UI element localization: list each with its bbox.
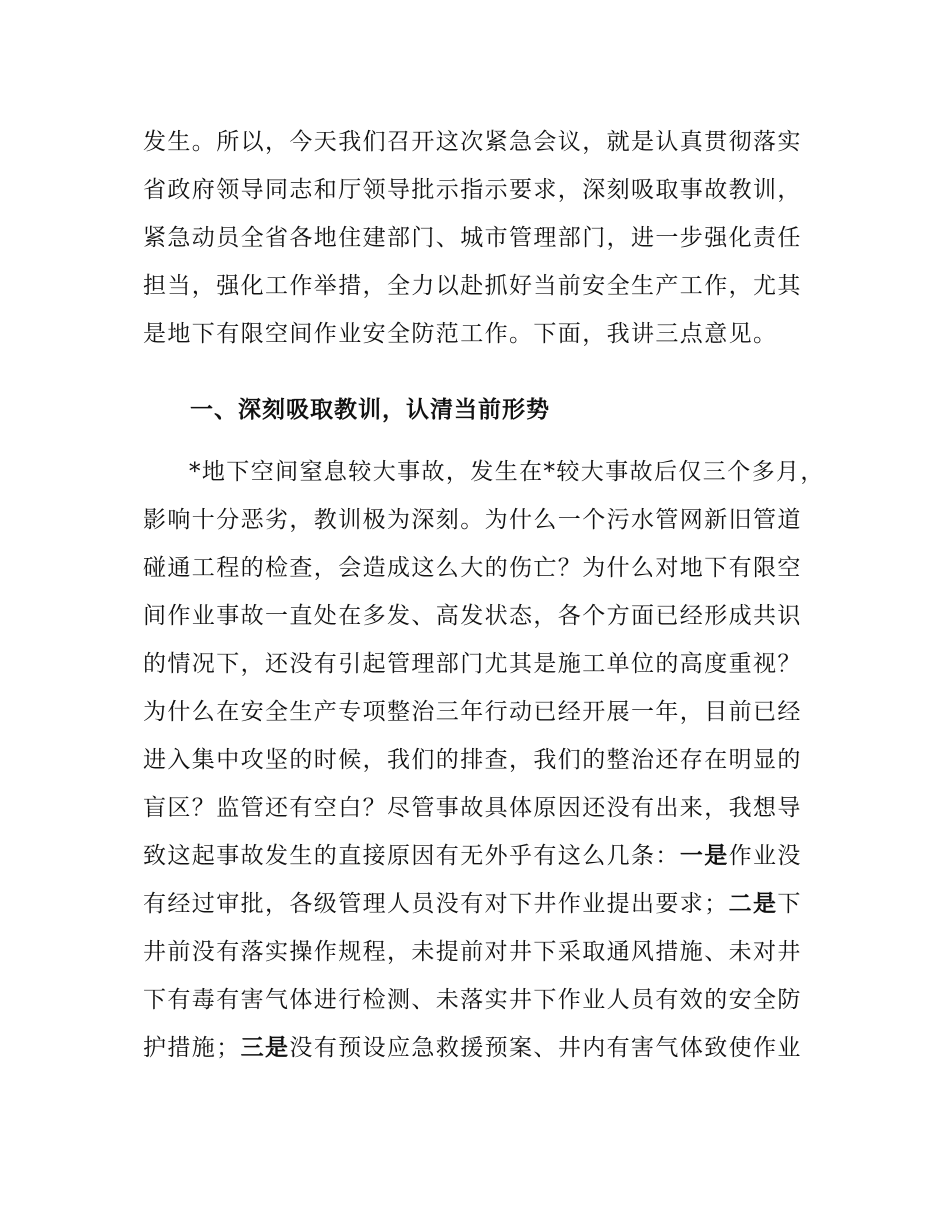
text-run: 作业没 [728,843,802,869]
text-line: *地下空间窒息较大事故，发生在*较大事故后仅三个多月， [189,459,825,485]
text-run: 没有预设应急救援预案、井内有害气体致使作业 [289,1035,802,1061]
text-line: 紧急动员全省各地住建部门、城市管理部门，进一步强化责任 [143,225,802,251]
text-line: 担当，强化工作举措，全力以赴抓好当前安全生产工作，尤其 [143,273,802,299]
text-line: 碰通工程的检查，会造成这么大的伤亡？为什么对地下有限空 [143,555,802,581]
text-line: 进入集中攻坚的时候，我们的排查，我们的整治还存在明显的 [143,747,802,773]
emphasis-marker-second: 二是 [728,891,778,917]
text-line: 为什么在安全生产专项整治三年行动已经开展一年，目前已经 [143,699,802,725]
emphasis-marker-third: 三是 [240,1035,290,1061]
text-line [143,832,823,880]
text-line: 盲区？监管还有空白？尽管事故具体原因还没有出来，我想导 [143,795,802,821]
text-line: 发生。所以，今天我们召开这次紧急会议，就是认真贯彻落实 [143,129,802,155]
paragraph-lessons [143,448,823,1072]
text-line: 影响十分恶劣，教训极为深刻。为什么一个污水管网新旧管道 [143,507,802,533]
emphasis-marker-first: 一是 [679,843,729,869]
text-line [143,1024,823,1072]
text-run: 下 [777,891,802,917]
text-line: 下有毒有害气体进行检测、未落实井下作业人员有效的安全防 [143,987,802,1013]
text-run: 致这起事故发生的直接原因有无外乎有这么几条： [143,843,680,869]
text-line: 的情况下，还没有引起管理部门尤其是施工单位的高度重视？ [143,651,802,677]
text-run: 有经过审批，各级管理人员没有对下井作业提出要求； [143,891,729,917]
section-heading: 一、深刻吸取教训，认清当前形势 [190,397,550,423]
paragraph-intro [143,118,823,358]
text-line: 井前没有落实操作规程，未提前对井下采取通风措施、未对井 [143,939,802,965]
text-line: 省政府领导同志和厅领导批示指示要求，深刻吸取事故教训， [143,177,802,203]
text-line: 间作业事故一直处在多发、高发状态，各个方面已经形成共识 [143,603,802,629]
text-run: 护措施； [143,1035,241,1061]
text-line [143,880,823,928]
text-line: 是地下有限空间作业安全防范工作。下面，我讲三点意见。 [143,321,778,347]
